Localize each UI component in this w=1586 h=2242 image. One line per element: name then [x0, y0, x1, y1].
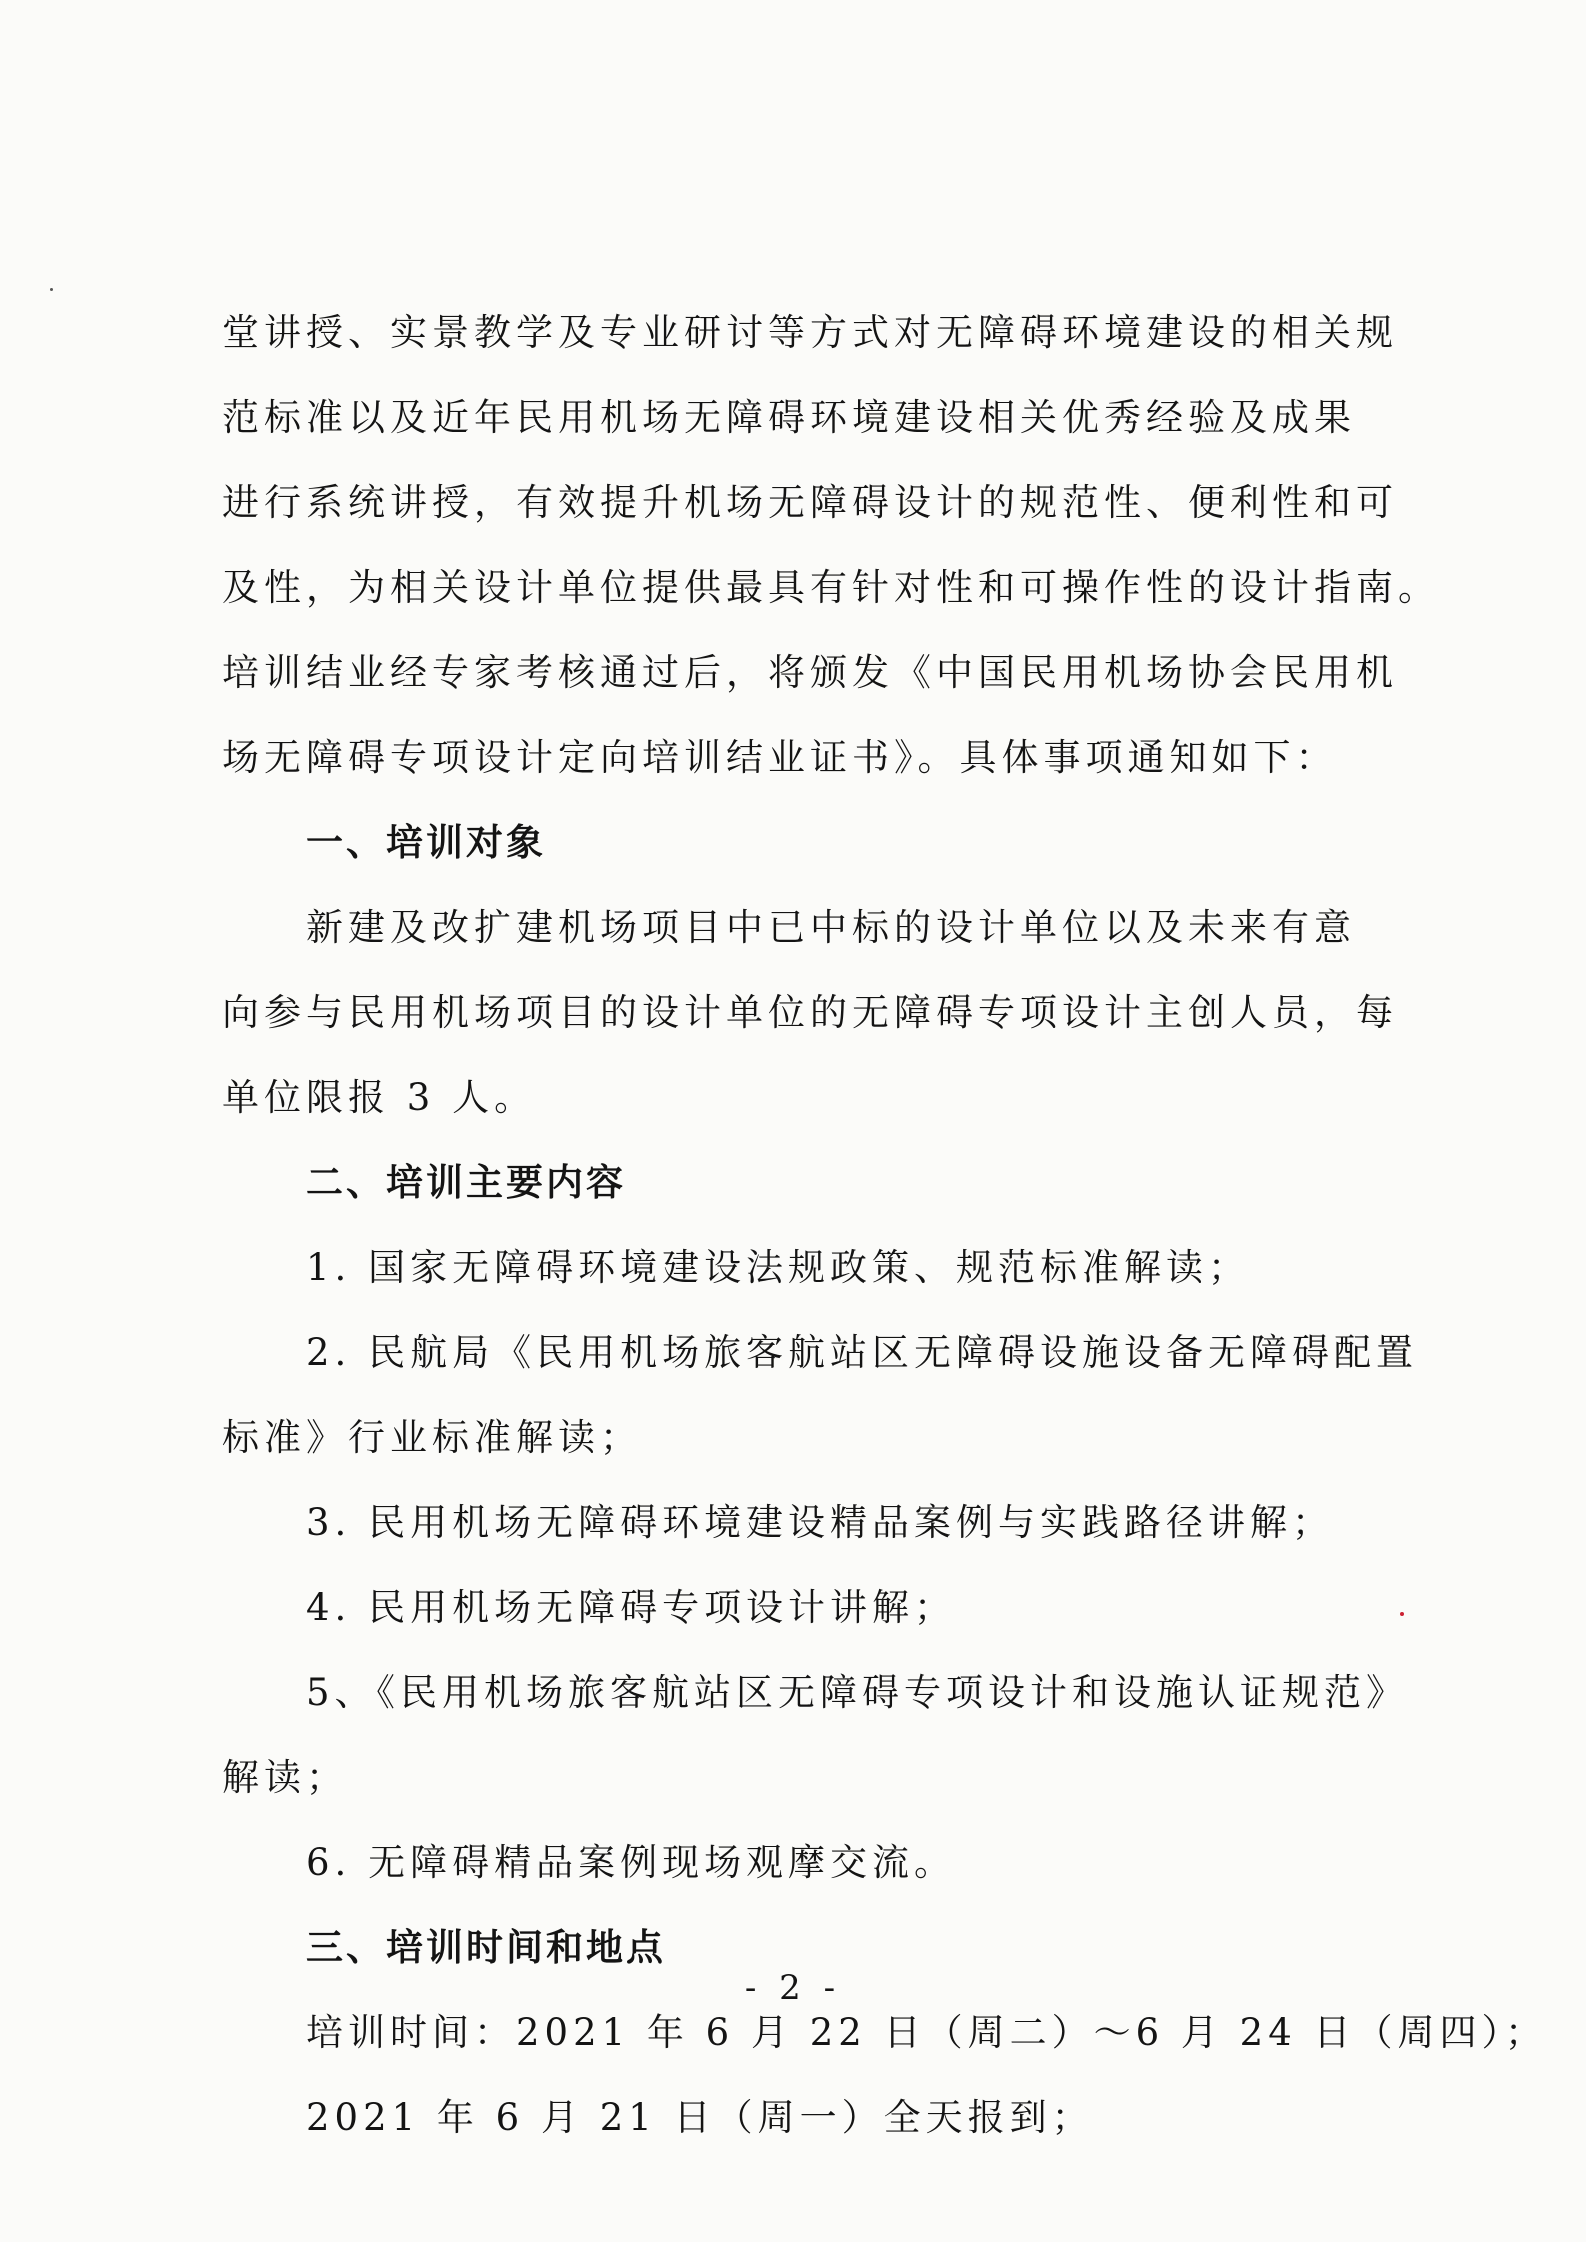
list-item: 2. 民航局《民用机场旅客航站区无障碍设施设备无障碍配置	[306, 1331, 1419, 1374]
body-text-line: 进行系统讲授，有效提升机场无障碍设计的规范性、便利性和可	[222, 481, 1398, 524]
body-text-line: 向参与民用机场项目的设计单位的无障碍专项设计主创人员，每	[222, 991, 1398, 1034]
body-text-line: 培训结业经专家考核通过后，将颁发《中国民用机场协会民用机	[222, 651, 1398, 694]
body-text-line: 场无障碍专项设计定向培训结业证书》。具体事项通知如下：	[222, 736, 1338, 779]
body-text-line: 单位限报 3 人。	[222, 1076, 537, 1119]
section-heading: 一、培训对象	[306, 821, 546, 864]
document-body	[222, 290, 1547, 2160]
list-item-continuation: 标准》行业标准解读；	[222, 1416, 642, 1459]
page-number: - 2 -	[744, 1968, 842, 2008]
list-item: 3. 民用机场无障碍环境建设精品案例与实践路径讲解；	[306, 1501, 1335, 1544]
section-heading: 三、培训时间和地点	[306, 1926, 666, 1969]
body-text-line: 新建及改扩建机场项目中已中标的设计单位以及未来有意	[306, 906, 1356, 949]
list-item: 4. 民用机场无障碍专项设计讲解；	[306, 1586, 957, 1629]
body-text-line: 2021 年 6 月 21 日（周一）全天报到；	[306, 2096, 1094, 2139]
list-item: 6. 无障碍精品案例现场观摩交流。	[306, 1841, 957, 1884]
body-text-line: 堂讲授、实景教学及专业研讨等方式对无障碍环境建设的相关规	[222, 311, 1398, 354]
scan-speck	[50, 288, 53, 291]
list-item: 5、《民用机场旅客航站区无障碍专项设计和设施认证规范》	[306, 1671, 1409, 1714]
body-text-line: 培训时间：2021 年 6 月 22 日（周二）～6 月 24 日（周四）；	[306, 2011, 1547, 2054]
list-item-continuation: 解读；	[222, 1756, 348, 1799]
body-text-line: 及性，为相关设计单位提供最具有针对性和可操作性的设计指南。	[222, 566, 1440, 609]
body-text-line: 范标准以及近年民用机场无障碍环境建设相关优秀经验及成果	[222, 396, 1356, 439]
list-item: 1. 国家无障碍环境建设法规政策、规范标准解读；	[306, 1246, 1251, 1289]
section-heading: 二、培训主要内容	[306, 1161, 626, 1204]
